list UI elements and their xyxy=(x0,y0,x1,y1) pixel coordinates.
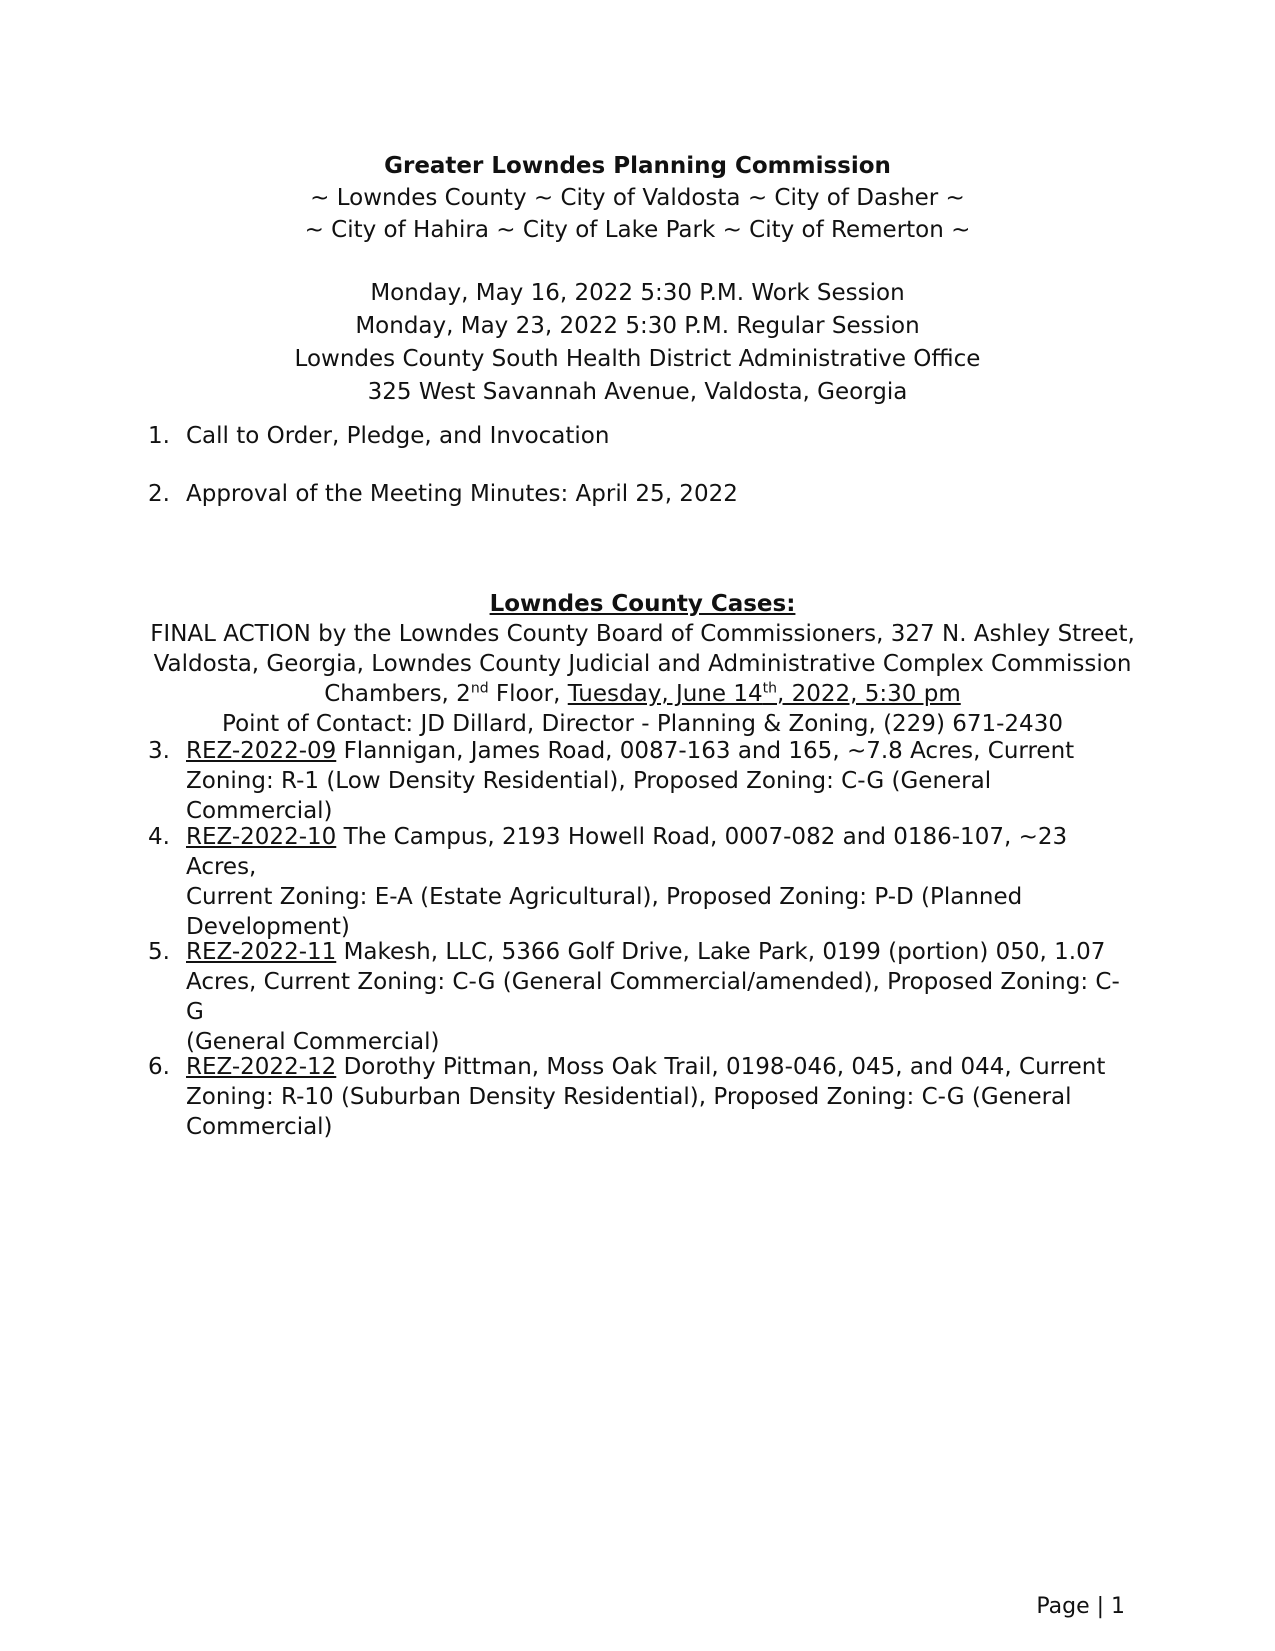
case-text: Makesh, LLC, 5366 Golf Drive, Lake Park, 0199 (portion) 050, 1.07 xyxy=(336,939,1106,965)
case-text: Dorothy Pittman, Moss Oak Trail, 0198-046, 045, and 044, Current xyxy=(336,1054,1106,1080)
session-info xyxy=(150,277,1125,409)
final-action-line-2: Valdosta, Georgia, Lowndes County Judicial and Administrative Complex Commission xyxy=(153,651,1132,677)
work-session: Monday, May 16, 2022 5:30 P.M. Work Session xyxy=(370,280,905,306)
case-text: The Campus, 2193 Howell Road, 0007-082 and 0186-107, ~23 Acres, xyxy=(186,824,1068,880)
case-item xyxy=(148,937,1128,1057)
case-id-link[interactable]: REZ-2022-12 xyxy=(186,1054,337,1080)
case-id-link[interactable]: REZ-2022-10 xyxy=(186,824,337,850)
regular-session: Monday, May 23, 2022 5:30 P.M. Regular Session xyxy=(355,313,920,339)
case-number: 6. xyxy=(148,1054,170,1080)
case-item xyxy=(148,822,1128,942)
case-body xyxy=(186,736,1128,826)
agenda-item-number: 2. xyxy=(148,481,170,507)
case-body xyxy=(186,1052,1128,1142)
case-item xyxy=(148,1052,1128,1142)
case-number: 4. xyxy=(148,824,170,850)
agenda-item-text: Call to Order, Pledge, and Invocation xyxy=(186,423,610,449)
case-line-2: Current Zoning: E-A (Estate Agricultural), Proposed Zoning: P-D (Planned xyxy=(186,884,1023,910)
case-text: Flannigan, James Road, 0087-163 and 165, ~7.8 Acres, Current xyxy=(336,738,1075,764)
case-line-1 xyxy=(186,1052,1128,1082)
agenda-item-1 xyxy=(148,421,1128,451)
final-action-date xyxy=(568,681,961,707)
floor-text: Floor, xyxy=(488,681,568,707)
case-line-3: (General Commercial) xyxy=(186,1029,440,1055)
date-time-text: , 2022, 5:30 pm xyxy=(777,681,961,707)
case-body xyxy=(186,822,1128,942)
date-ordinal: th xyxy=(762,680,777,697)
case-number: 5. xyxy=(148,939,170,965)
document-header xyxy=(150,150,1125,246)
agenda-item-2 xyxy=(148,479,1128,509)
date-text: Tuesday, June 14 xyxy=(567,681,763,707)
jurisdictions-line-1: ~ Lowndes County ~ City of Valdosta ~ City of Dasher ~ xyxy=(310,185,965,211)
meeting-address: 325 West Savannah Avenue, Valdosta, Georgia xyxy=(367,379,908,405)
case-line-1 xyxy=(186,937,1128,967)
case-line-1 xyxy=(186,822,1128,882)
section-heading: Lowndes County Cases: xyxy=(489,591,796,617)
jurisdictions-line-2: ~ City of Hahira ~ City of Lake Park ~ City of Remerton ~ xyxy=(304,217,971,243)
case-number: 3. xyxy=(148,738,170,764)
county-cases-section xyxy=(150,589,1135,739)
floor-ordinal: nd xyxy=(470,680,489,697)
point-of-contact: Point of Contact: JD Dillard, Director - Planning & Zoning, (229) 671-2430 xyxy=(222,711,1063,737)
agenda-item-number: 1. xyxy=(148,423,170,449)
case-line-3: Development) xyxy=(186,914,350,940)
chambers-text: Chambers, 2 xyxy=(324,681,471,707)
case-id-link[interactable]: REZ-2022-11 xyxy=(186,939,337,965)
case-line-3: Commercial) xyxy=(186,1114,333,1140)
case-line-1 xyxy=(186,736,1128,766)
commission-title: Greater Lowndes Planning Commission xyxy=(384,153,891,179)
case-item xyxy=(148,736,1128,826)
case-line-2: Zoning: R-10 (Suburban Density Residential), Proposed Zoning: C-G (General xyxy=(186,1084,1072,1110)
page-number: Page | 1 xyxy=(1036,1594,1125,1619)
case-body xyxy=(186,937,1128,1057)
meeting-venue: Lowndes County South Health District Administrative Office xyxy=(294,346,981,372)
final-action-line-3 xyxy=(150,679,1135,709)
case-id-link[interactable]: REZ-2022-09 xyxy=(186,738,337,764)
agenda-item-text: Approval of the Meeting Minutes: April 25, 2022 xyxy=(186,481,738,507)
case-line-2: Acres, Current Zoning: C-G (General Commercial/amended), Proposed Zoning: C-G xyxy=(186,969,1120,1025)
case-line-2: Zoning: R-1 (Low Density Residential), Proposed Zoning: C-G (General Commercial) xyxy=(186,768,992,824)
final-action-line-1: FINAL ACTION by the Lowndes County Board of Commissioners, 327 N. Ashley Street, xyxy=(150,621,1135,647)
